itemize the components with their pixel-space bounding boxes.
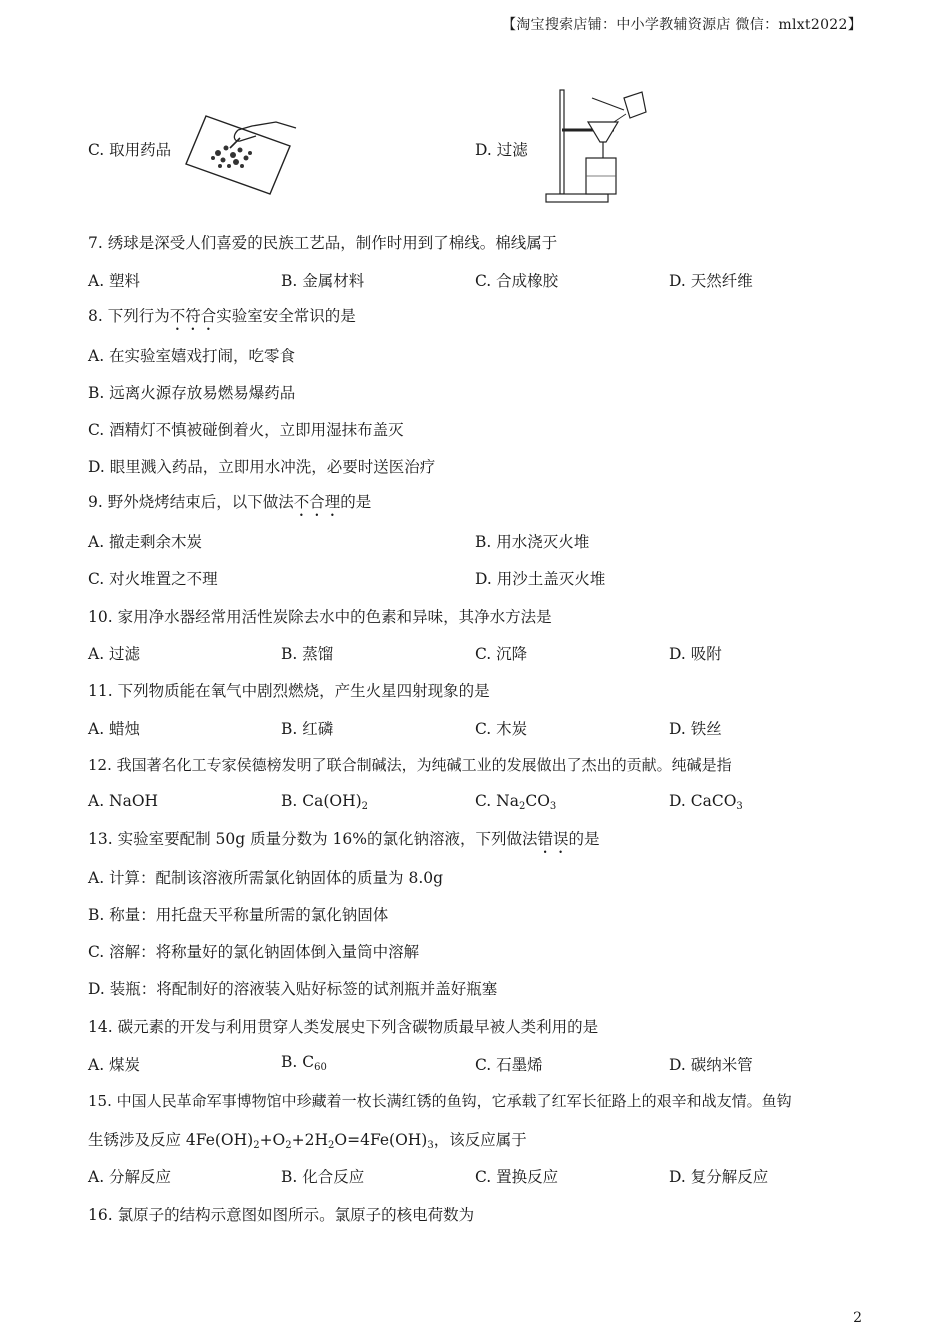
question-13-stem: 13. 实验室要配制 50g 质量分数为 16%的氯化钠溶液，下列做法错误的是 xyxy=(88,830,600,848)
question-8-stem: 8. 下列行为不符合实验室安全常识的是 xyxy=(88,307,356,325)
q12-option-a: A. NaOH xyxy=(88,792,159,810)
q10-option-a: A. 过滤 xyxy=(88,645,141,663)
q14-option-d: D. 碳纳米管 xyxy=(669,1056,753,1074)
emphasis-text: 不符合 xyxy=(169,307,217,325)
q13-option-a: A. 计算：配制该溶液所需氯化钠固体的质量为 8.0g xyxy=(88,869,444,887)
q8-option-b: B. 远离火源存放易燃易爆药品 xyxy=(88,384,296,402)
q11-option-a: A. 蜡烛 xyxy=(88,720,141,738)
q9-option-a: A. 撤走剩余木炭 xyxy=(88,533,203,551)
q8-option-c: C. 酒精灯不慎被碰倒着火，立即用湿抹布盖灭 xyxy=(88,421,404,439)
q13-option-c: C. 溶解：将称量好的氯化钠固体倒入量筒中溶解 xyxy=(88,943,420,961)
q10-option-b: B. 蒸馏 xyxy=(281,645,334,663)
q13-option-d: D. 装瓶：将配制好的溶液装入贴好标签的试剂瓶并盖好瓶塞 xyxy=(88,980,498,998)
q9-option-c: C. 对火堆置之不理 xyxy=(88,570,218,588)
q15-option-a: A. 分解反应 xyxy=(88,1168,172,1186)
take-reagent-illustration xyxy=(178,108,298,198)
page-header: 【淘宝搜索店铺：中小学教辅资源店 微信：mlxt2022】 xyxy=(501,17,862,33)
option-c-take-reagent: C. 取用药品 xyxy=(88,141,172,159)
q10-option-c: C. 沉降 xyxy=(475,645,528,663)
q15-option-c: C. 置换反应 xyxy=(475,1168,559,1186)
q15-option-b: B. 化合反应 xyxy=(281,1168,365,1186)
q9-option-d: D. 用沙土盖灭火堆 xyxy=(475,570,606,588)
page-number: 2 xyxy=(853,1310,862,1326)
question-7-stem: 7. 绣球是深受人们喜爱的民族工艺品，制作时用到了棉线。棉线属于 xyxy=(88,234,558,252)
question-12-stem: 12. 我国著名化工专家侯德榜发明了联合制碱法，为纯碱工业的发展做出了杰出的贡献。纯碱是指 xyxy=(88,756,732,774)
q15-option-d: D. 复分解反应 xyxy=(669,1168,769,1186)
q7-option-c: C. 合成橡胶 xyxy=(475,272,559,290)
q11-option-d: D. 铁丝 xyxy=(669,720,722,738)
option-d-filtration: D. 过滤 xyxy=(475,141,528,159)
q14-option-a: A. 煤炭 xyxy=(88,1056,141,1074)
emphasis-text: 不合理 xyxy=(293,493,341,511)
q7-option-d: D. 天然纤维 xyxy=(669,272,753,290)
q12-option-b: B. $Ca(OH)_2$ xyxy=(281,792,369,812)
question-15-stem-line1: 15. 中国人民革命军事博物馆中珍藏着一枚长满红锈的鱼钩，它承载了红军长征路上的艰辛和战友情。鱼钩 xyxy=(88,1092,792,1110)
q8-option-a: A. 在实验室嬉戏打闹，吃零食 xyxy=(88,347,296,365)
q9-option-b: B. 用水浇灭火堆 xyxy=(475,533,590,551)
question-16-stem: 16. 氯原子的结构示意图如图所示。氯原子的核电荷数为 xyxy=(88,1206,475,1224)
q13-option-b: B. 称量：用托盘天平称量所需的氯化钠固体 xyxy=(88,906,389,924)
question-11-stem: 11. 下列物质能在氧气中剧烈燃烧，产生火星四射现象的是 xyxy=(88,682,490,700)
q7-option-a: A. 塑料 xyxy=(88,272,141,290)
question-10-stem: 10. 家用净水器经常用活性炭除去水中的色素和异味，其净水方法是 xyxy=(88,608,552,626)
q14-option-c: C. 石墨烯 xyxy=(475,1056,543,1074)
q7-option-b: B. 金属材料 xyxy=(281,272,365,290)
q11-option-b: B. 红磷 xyxy=(281,720,334,738)
question-15-stem-line2: 生锈涉及反应 $4Fe(OH)_2+O_2+2H_2O=4Fe(OH)_3$，该反应属于 xyxy=(88,1131,527,1151)
question-9-stem: 9. 野外烧烤结束后，以下做法不合理的是 xyxy=(88,493,372,511)
q12-option-c: C. $Na_2CO_3$ xyxy=(475,792,557,812)
q10-option-d: D. 吸附 xyxy=(669,645,722,663)
question-14-stem: 14. 碳元素的开发与利用贯穿人类发展史下列含碳物质最早被人类利用的是 xyxy=(88,1018,599,1036)
q11-option-c: C. 木炭 xyxy=(475,720,528,738)
q8-option-d: D. 眼里溅入药品，立即用水冲洗，必要时送医治疗 xyxy=(88,458,436,476)
q12-option-d: D. CaCO$_3$ xyxy=(669,792,743,812)
q14-option-b: B. $C_{60}$ xyxy=(281,1053,327,1073)
filtration-apparatus-illustration xyxy=(540,88,650,206)
emphasis-text: 错误 xyxy=(537,830,569,848)
